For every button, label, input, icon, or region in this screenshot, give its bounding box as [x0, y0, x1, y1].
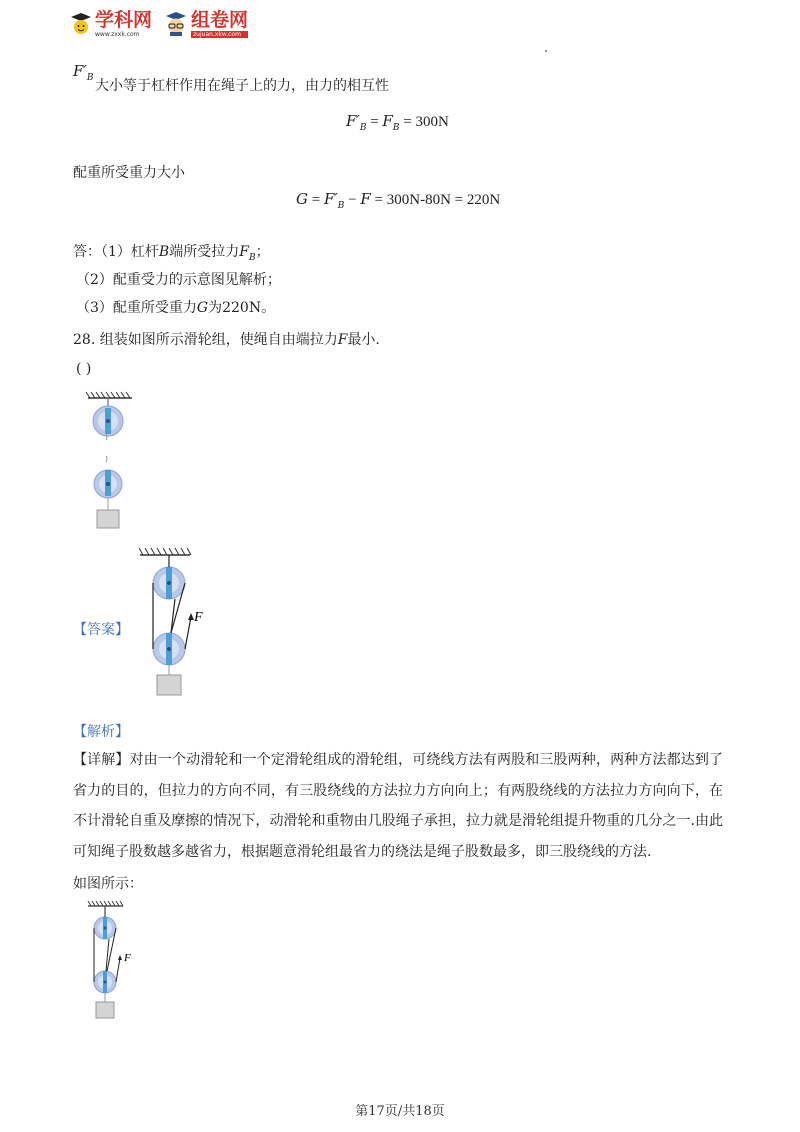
zujuan-logo	[164, 10, 248, 38]
analysis-force-label: F	[124, 952, 131, 964]
answer-line-3: （3）配重所受重力G为220N。	[76, 300, 276, 316]
graduate-icon	[70, 11, 92, 37]
as-shown-text: 如图所示：	[73, 876, 143, 892]
question-blank: ( )	[76, 361, 92, 377]
solution-line-1: 大小等于杠杆作用在绳子上的力，由力的相互性	[95, 78, 389, 94]
logo2-text: 组卷网	[191, 9, 249, 31]
question-pulley-figure	[80, 390, 150, 535]
header-logos	[70, 10, 248, 38]
question-28: 28. 组装如图所示滑轮组，使绳自由端拉力F最小.	[73, 332, 380, 348]
answer-line-1: 答：（1）杠杆B端所受拉力$F_B$；	[73, 244, 270, 263]
answer-pulley-figure	[135, 545, 225, 705]
fb-prime-sub: B	[86, 73, 94, 83]
page-footer: 第17页/共18页	[355, 1104, 445, 1119]
solution-line-2: 配重所受重力大小	[73, 165, 185, 181]
analysis-pulley-figure	[85, 898, 145, 1026]
student-icon	[164, 11, 188, 37]
logo1-text: 学科网	[95, 9, 153, 31]
fb-prime-var: F′	[73, 62, 87, 80]
page-dot	[545, 50, 547, 52]
answer-line-2: （2）配重受力的示意图见解析；	[76, 272, 281, 288]
zxxk-logo	[70, 10, 152, 38]
equation-2: $G = F'_B - F = 300N-80N = 220N$	[296, 190, 501, 211]
equation-1: $F'_B = F_B = 300N$	[346, 112, 449, 133]
logo2-sub: zujuan.xkw.com	[191, 31, 248, 38]
answer-force-label: F	[194, 610, 203, 625]
analysis-label: 【解析】	[73, 724, 129, 740]
fb-prime-symbol	[73, 62, 93, 83]
analysis-detail: 【详解】对由一个动滑轮和一个定滑轮组成的滑轮组，可绕线方法有两股和三股两种，两种方法都达到了省力的目的，但拉力的方向不同，有三股绕线的方法拉力方向向上；有两股绕线的方法拉力方向向下，在不计滑轮自重及摩擦的情况下，动滑轮和重物由几股绳子承担，拉力就是滑轮组提升物重的几分之一.由此可知绳子股数越多越省力，根据题意滑轮组最省力的绕法是绳子股数最多，即三股绕线的方法.	[73, 752, 724, 860]
logo1-sub: www.zxxk.com	[95, 31, 140, 38]
answer-label: 【答案】	[73, 622, 129, 638]
